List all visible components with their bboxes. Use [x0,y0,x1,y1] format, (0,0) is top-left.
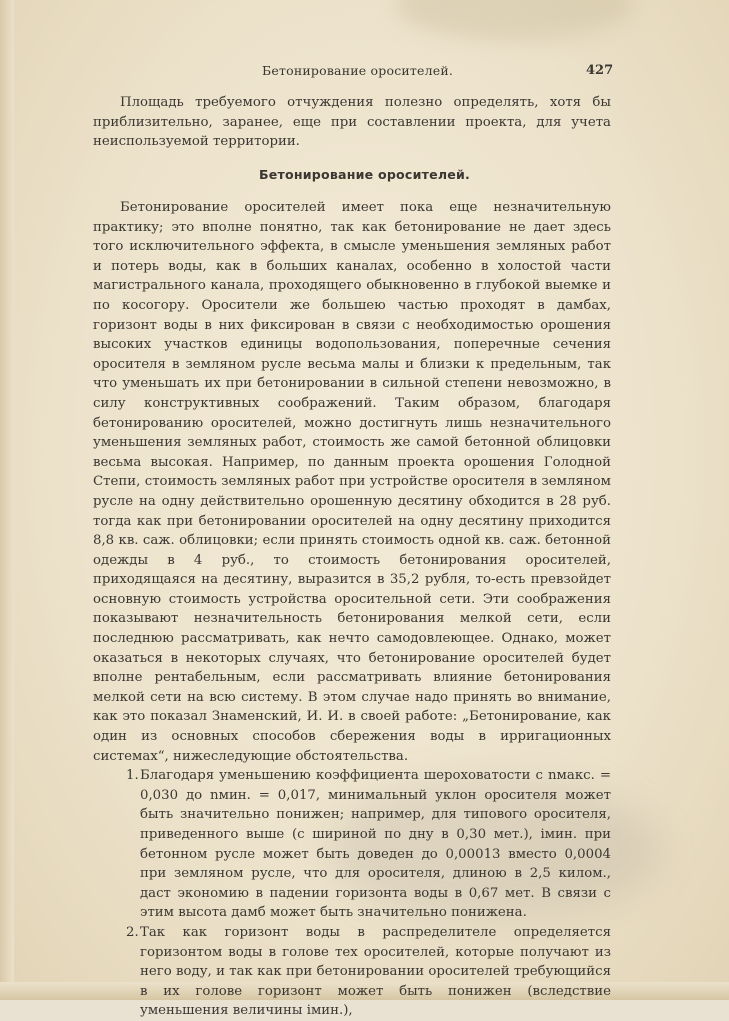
page-number: 427 [586,63,614,78]
running-title: Бетонирование оросителей. [262,63,454,78]
running-header [0,63,729,81]
list-item [93,766,611,923]
list-item-number: 1. [126,768,139,784]
list-item-text: Так как горизонт воды в распределителе определяется горизонтом воды в голове тех оросителей, которые получают из него воду, и так как при бетонировании оросителей требующийся в их голове горизонт может быть понижен (вследствие уменьшения величины iмин.), [140,924,611,1019]
body-text-block [93,198,611,1021]
body-paragraph: Бетонирование оросителей имеет пока еще незначительную практику; это вполне понятно, так как бетонирование не дает здесь того исключительного эффекта, в смысле уменьшения земляных работ и потерь воды, как в больших каналах, особенно в холостой части магистрального канала, проходящего обыкновенно в глубокой выемке и по косогору. Оросители же большею частью проходят в дамбах, горизонт воды в них фиксирован в связи с необходимостью орошения высоких участков единицы водопользования, поперечные сечения оросителя в земляном русле весьма малы и близки к предельным, так что уменьшать их при бетонировании в сильной степени невозможно, в силу конструктивных соображений. Таким образом, благодаря бетонированию оросителей, можно достигнуть лишь незначительного уменьшения земляных работ, стоимость же самой бетонной облицовки весьма высокая. Например, по данным проекта орошения Голодной Степи, стоимость земляных работ при устройстве оросителя в земляном русле на одну действительно орошенную десятину обходится в 28 руб. тогда как при бетонировании оросителей на одну десятину приходится 8,8 кв. саж. облицовки; если принять стоимость одной кв. саж. бетонной одежды в 4 руб., то стоимость бетонирования оросителей, приходящаяся на десятину, выразится в 35,2 рубля, то-есть превзойдет основную стоимость устройства оросительной сети. Эти соображения показывают незначительность бетонирования мелкой сети, если последнюю рассматривать, как нечто самодовлеющее. Однако, может оказаться в некоторых случаях, что бетонирование оросителей будет вполне рентабельным, если рассматривать влияние бетонирования мелкой сети на всю систему. В этом случае надо принять во внимание, как это показал Знаменский, И. И. в своей работе: „Бетонирование, как один из основных способов сбережения воды в ирригационных системах“, нижеследующие обстоятельства. [93,200,611,764]
list-item-number: 2. [126,924,139,940]
intro-paragraph-block [93,93,611,152]
numbered-list [93,766,611,1021]
paper-stain [395,0,635,40]
intro-paragraph: Площадь требуемого отчуждения полезно определять, хотя бы приблизительно, заранее, еще при составлении проекта, для учета неиспользуемой территории. [93,95,611,150]
section-heading: Бетонирование оросителей. [258,167,471,182]
page-left-shadow [0,0,14,1000]
list-item-text: Благодаря уменьшению коэффициента шероховатости с nмакс. = 0,030 до nмин. = 0,017, минимальный уклон оросителя может быть значительно понижен; например, для типового оросителя, приведенного выше (с шириной по дну в 0,30 мет.), iмин. при бетонном русле может быть доведен до 0,00013 вместо 0,0004 при земляном русле, что для оросителя, длиною в 2,5 килом., даст экономию в падении горизонта воды в 0,67 мет. В связи с этим высота дамб может быть значительно понижена. [140,768,611,921]
list-item [93,923,611,1021]
